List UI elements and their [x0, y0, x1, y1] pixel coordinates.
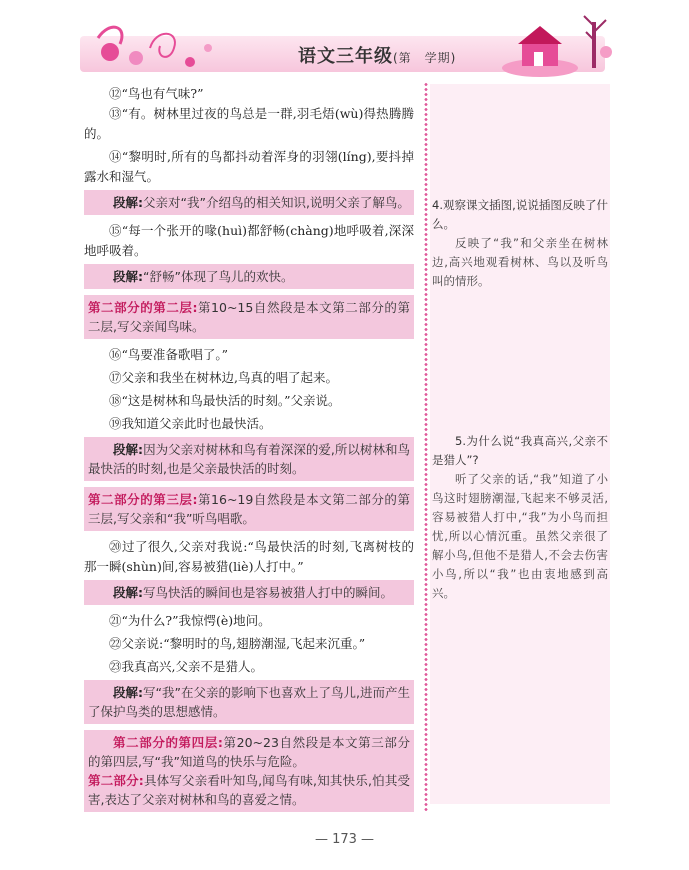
answer-text: 听了父亲的话,“我”知道了小鸟这时翅膀潮湿,飞起来不够灵活,容易被猎人打中,“我”为小鸟而担忧,所以心情沉重。虽然父亲很了解小鸟,但他不是猎人,不会去伤害小鸟,所以“我”也由衷地感到高兴。 — [432, 472, 608, 600]
paragraph-14: ⑭“黎明时,所有的鸟都抖动着浑身的羽翎(líng),要抖掉露水和湿气。 — [84, 149, 414, 184]
answer-text: 反映了“我”和父亲坐在树林边,高兴地观看树林、鸟以及听鸟叫的情形。 — [432, 236, 608, 288]
section-summary-3 — [84, 487, 414, 531]
paragraph-17: ⑰父亲和我坐在树林边,鸟真的唱了起来。 — [109, 370, 338, 385]
analysis-label: 段解: — [113, 269, 143, 284]
analysis-label: 段解: — [113, 195, 143, 210]
paragraph-18: ⑱“这是树林和鸟最快活的时刻。”父亲说。 — [109, 393, 341, 408]
paragraph-12: ⑫“鸟也有气味?” — [109, 86, 204, 101]
sidebar-question-4 — [432, 196, 608, 291]
paragraph-22: ㉒父亲说:“黎明时的鸟,翅膀潮湿,飞起来沉重。” — [109, 636, 366, 651]
page-header — [70, 10, 615, 80]
book-title: 语文三年级 — [298, 46, 393, 67]
book-subtitle: (第 学期) — [393, 51, 457, 65]
section-label: 第二部分的第四层: — [113, 735, 223, 750]
analysis-box-4 — [84, 580, 414, 605]
section-label: 第二部分: — [88, 773, 144, 788]
paragraph-19: ⑲我知道父亲此时也最快活。 — [109, 416, 272, 431]
main-text-column — [84, 84, 414, 818]
question-text: 5.为什么说“我真高兴,父亲不是猎人”? — [432, 434, 608, 467]
analysis-box-5 — [84, 680, 414, 724]
analysis-text: 写“我”在父亲的影响下也喜欢上了鸟儿,进而产生了保护鸟类的思想感情。 — [88, 685, 410, 719]
paragraph-20: ⑳过了很久,父亲对我说:“鸟最快活的时刻,飞离树枝的那一瞬(shùn)间,容易被猎(liè)人打中。” — [84, 539, 414, 574]
section-text: 具体写父亲看叶知鸟,闻鸟有味,知其快乐,怕其受害,表达了父亲对树林和鸟的喜爱之情。 — [88, 773, 411, 807]
decorative-swirl-left-icon — [90, 18, 220, 78]
analysis-label: 段解: — [113, 442, 144, 457]
analysis-label: 段解: — [113, 585, 143, 600]
paragraph-23: ㉓我真高兴,父亲不是猎人。 — [109, 659, 263, 674]
sidebar-question-5 — [432, 432, 608, 603]
section-summary-4 — [84, 730, 414, 812]
section-text: 第10~15自然段是本文第二部分的第二层,写父亲闻鸟味。 — [88, 300, 410, 334]
section-summary-2 — [84, 295, 414, 339]
analysis-text: 因为父亲对树林和鸟有着深深的爱,所以树林和鸟最快活的时刻,也是父亲最快活的时刻。 — [88, 442, 410, 476]
dotted-divider — [424, 82, 428, 812]
paragraph-13: ⑬“有。树林里过夜的鸟总是一群,羽毛焐(wù)得热腾腾的。 — [84, 106, 414, 141]
analysis-box-1 — [84, 190, 414, 215]
analysis-text: “舒畅”体现了鸟儿的欢快。 — [143, 269, 294, 284]
analysis-box-3 — [84, 437, 414, 481]
analysis-box-2 — [84, 264, 414, 289]
paragraph-15: ⑮“每一个张开的喙(huì)都舒畅(chàng)地呼吸着,深深地呼吸着。 — [84, 223, 414, 258]
section-label: 第二部分的第三层: — [88, 492, 198, 507]
house-tree-illustration-icon — [500, 12, 615, 78]
paragraph-21: ㉑“为什么?”我惊愕(è)地问。 — [109, 613, 271, 628]
section-text: 第16~19自然段是本文第二部分的第三层,写父亲和“我”听鸟唱歌。 — [88, 492, 410, 526]
section-label: 第二部分的第二层: — [88, 300, 198, 315]
header-title — [298, 42, 456, 68]
page-number: — 173 — — [314, 832, 375, 847]
question-text: 4.观察课文插图,说说插图反映了什么。 — [432, 198, 608, 231]
analysis-label: 段解: — [113, 685, 144, 700]
analysis-text: 父亲对“我”介绍鸟的相关知识,说明父亲了解鸟。 — [143, 195, 410, 210]
analysis-text: 写鸟快活的瞬间也是容易被猎人打中的瞬间。 — [143, 585, 394, 600]
paragraph-16: ⑯“鸟要准备歌唱了。” — [109, 347, 229, 362]
section-text: 第20~23自然段是本文第三部分的第四层,写“我”知道鸟的快乐与危险。 — [88, 735, 410, 769]
